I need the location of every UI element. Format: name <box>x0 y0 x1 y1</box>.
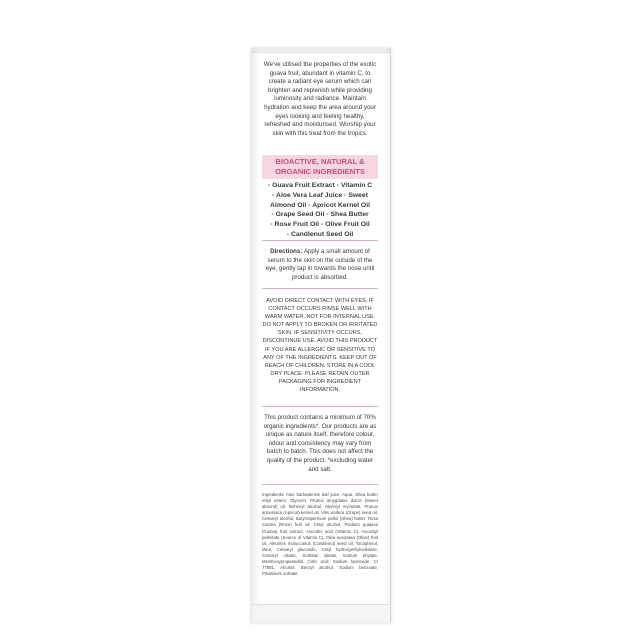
inci-ingredient-list: Ingredients: Aloe barbadensis leaf juice, Aqua, Shea butter ethyl esters, Glycerin, Prunus amygdalus dulcis (Sweet almond) oil, Behenyl alcohol, Myristyl myristate, Prunus armeniaca (Apricot) kernel oil, Vitis vinifera (Grape) seed oil, Cetearyl alcohol, Butyrospermum parkii (Shea) butter, Rosa Canina (Rose) fruit oil, Cetyl alcohol, Psidium guajava (Guava) fruit extract, Ascorbic acid (Vitamin C), Ascorbyl palmitate (Source of Vitamin C), Olea europaea (Olive) fruit oil, Aleurites moluccanus (Candlenut) seed oil, Tocopherol, Mica, Cetearyl glucoside, Cetyl hydroxyethylcellulose, Cetearyl olivate, Sorbitan olivate, Sodium phytate, Menthoxypropanediol, Citric acid, Sodium hydroxide, CI 77891, Alcohol, Benzyl alcohol, Sodium benzoate, Potassium sorbate <box>262 492 378 577</box>
ingredient-highlights <box>262 181 378 240</box>
section-divider <box>262 484 378 485</box>
intro-paragraph: We've utilised the properties of the exotic guava fruit, abundant in vitamin C, to create a radiant eye serum which can brighten and replenish while providing luminosity and radiance. Maintain hydration and keep the area around your eyes looking and feeling healthy, refreshed and moisturised. Worship your skin with this treat from the tropics. <box>263 61 377 137</box>
bullet-dot-icon: • <box>326 211 329 219</box>
ingredient-item: Olive Fruit Oil <box>325 221 370 229</box>
directions-label: Directions: <box>270 248 303 255</box>
bullet-dot-icon: • <box>344 191 347 199</box>
warning-paragraph: AVOID DIRECT CONTACT WITH EYES, IF CONTACT OCCURS RINSE WELL WITH WARM WATER. NOT FOR INTERNAL USE. DO NOT APPLY TO BROKEN OR IRRITATED SKIN. IF SENSITIVITY OCCURS, DISCONTINUE USE. AVOID THIS PRODUCT IF YOU ARE ALLERGIC OR SENSITIVE TO ANY OF THE INGREDIENTS. KEEP OUT OF REACH OF CHILDREN. STORE IN A COOL DRY PLACE. PLEASE RETAIN OUTER PACKAGING FOR INGREDIENT INFORMATION. <box>262 298 378 394</box>
directions-text: Apply a small amount of serum to the skin on the outside of the eye, gently tap in towards the nose until product is absorbed. <box>265 248 375 281</box>
organic-statement: This product contains a minimum of 70% organic ingredients*. Our products are as unique as nature itself, therefore colour, odour and consistency may vary from batch to batch. This does not affect the quality of the product. *excluding water and salt. <box>263 414 377 473</box>
bullet-dot-icon: • <box>308 201 311 209</box>
directions-paragraph <box>262 248 378 282</box>
box-bottom-flap <box>252 604 390 623</box>
ingredient-item: Apricot Kernel Oil <box>312 201 370 209</box>
ingredient-item: Guava Fruit Extract <box>272 182 335 189</box>
box-right-shading <box>384 48 390 623</box>
section-title: BIOACTIVE, NATURAL & ORGANIC INGREDIENTS <box>275 157 365 176</box>
section-divider <box>262 240 378 241</box>
bullet-dot-icon: • <box>320 221 324 229</box>
bullet-dot-icon: • <box>267 182 271 189</box>
bullet-dot-icon: • <box>286 230 290 238</box>
ingredient-item: Vitamin C <box>340 182 373 189</box>
bullet-dot-icon: • <box>270 221 273 229</box>
section-divider <box>262 288 378 289</box>
bullet-dot-icon: • <box>336 182 340 189</box>
box-left-shading <box>252 48 260 623</box>
ingredient-item: Rose Fruit Oil <box>274 221 320 229</box>
box-top-flap <box>252 48 390 53</box>
ingredient-item: Candlenut Seed Oil <box>290 230 354 238</box>
product-box-side-panel <box>251 48 391 623</box>
ingredient-item: Sweet Almond Oil <box>270 191 368 209</box>
bullet-dot-icon: • <box>271 211 274 219</box>
section-divider <box>262 406 378 407</box>
ingredient-item: Aloe Vera Leaf Juice <box>276 191 343 199</box>
bullet-dot-icon: • <box>272 191 275 199</box>
ingredient-item: Grape Seed Oil <box>275 211 325 219</box>
ingredient-item: Shea Butter <box>330 211 369 219</box>
